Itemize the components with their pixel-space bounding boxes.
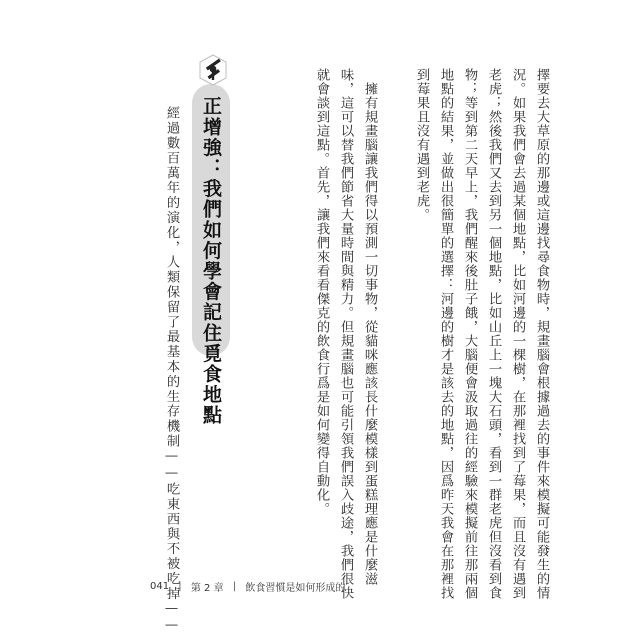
body-column-2: 況。如果我們會去過某個地點，比如河邊的一棵樹，在那裡找到了莓果，而且沒有遇到 — [510, 68, 525, 600]
section-heading: 正增強：我們如何學會記住覓食地點 — [200, 96, 222, 426]
intro-column: 經過數百萬年的演化，人類保留了最基本的生存機制——吃東西與不被吃掉—— — [164, 106, 179, 635]
chapter-title: 飲食習慣是如何形成的 — [245, 583, 346, 594]
body-column-8: 味，這可以替我們節省大量時間與精力。但規畫腦也可能引領我們誤入歧途，我們很快 — [338, 68, 353, 600]
chart-pin-icon — [198, 54, 228, 86]
body-column-5: 地點的結果，並做出很簡單的選擇：河邊的樹才是該去的地點，因爲昨天我會在那裡找 — [438, 68, 453, 600]
body-column-3: 老虎；然後我們又去到另一個地點，比如山丘上一塊大石頭，看到一群老虎但沒看到食 — [486, 68, 501, 600]
body-column-6: 到莓果且沒有遇到老虎。 — [414, 68, 429, 222]
page-footer — [150, 579, 345, 594]
body-column-9: 就會談到這點。首先，讓我們來看看傑克的飲食行爲是如何變得自動化。 — [314, 68, 329, 516]
chapter-label: 第 2 章 — [190, 583, 224, 594]
footer-separator-2: | — [232, 581, 237, 592]
body-column-7: 擁有規畫腦讓我們得以預測一切事物，從貓咪應該長什麼模樣到蛋糕理應是什麼滋 — [362, 68, 377, 586]
body-column-4: 物；等到第二天早上，我們醒來後肚子餓，大腦便會汲取過往的經驗來模擬前往那兩個 — [462, 68, 477, 600]
footer-separator: | — [178, 581, 182, 592]
body-column-1: 擇要去大草原的那邊或這邊找尋食物時，規畫腦會根據過去的事件來模擬可能發生的情 — [534, 68, 549, 600]
page-number: 041 — [150, 581, 170, 592]
